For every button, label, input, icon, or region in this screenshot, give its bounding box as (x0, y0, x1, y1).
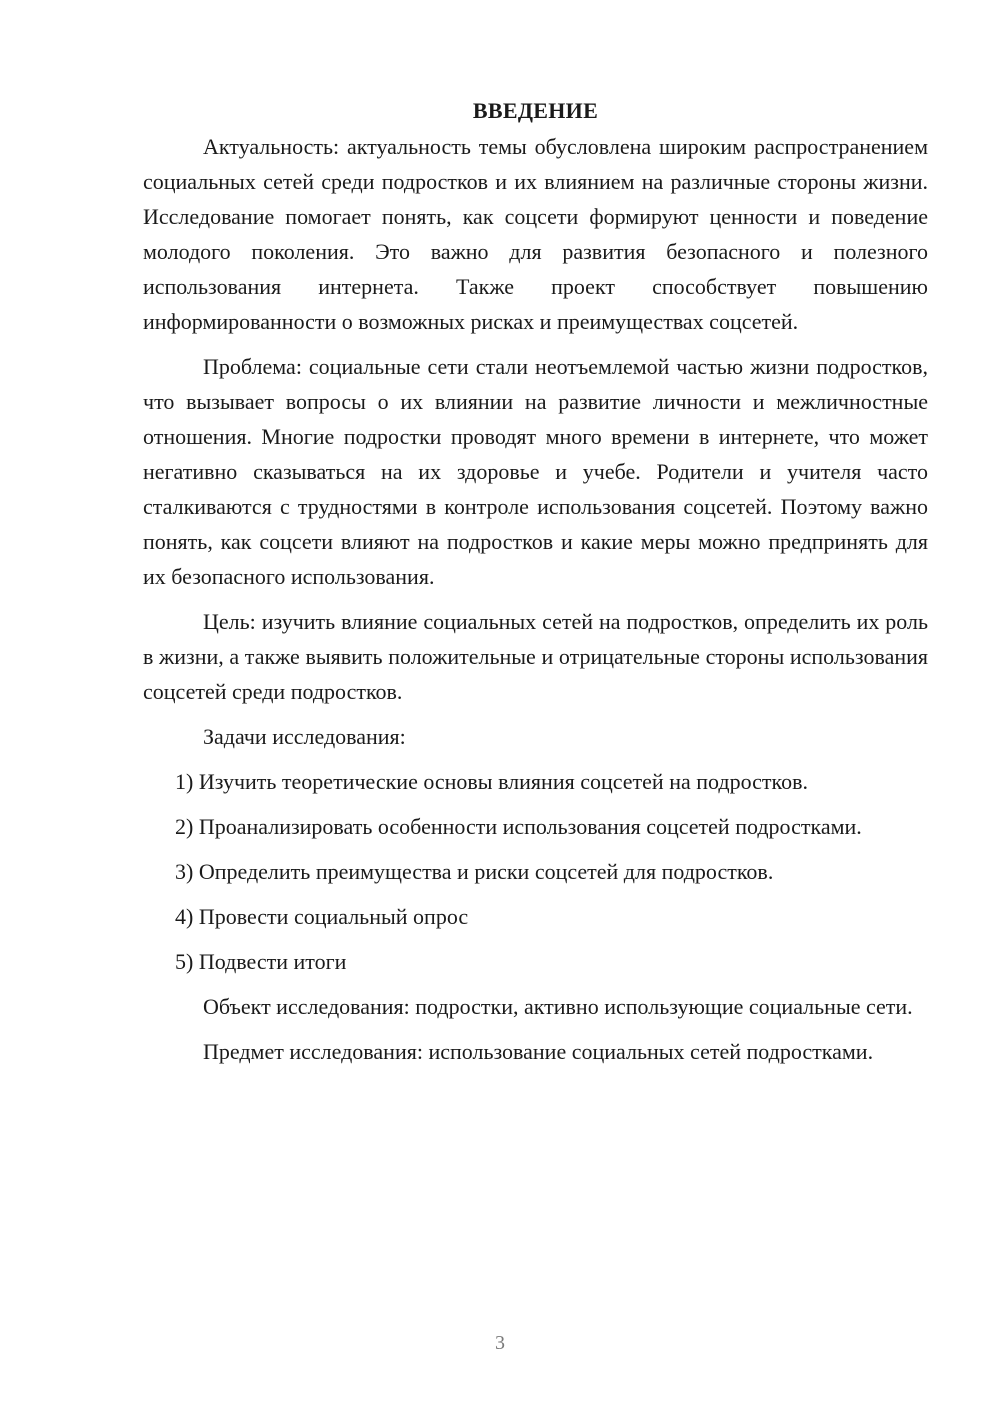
task-item-1: 1) Изучить теоретические основы влияния соцсетей на подростков. (175, 769, 808, 794)
paragraph-relevance: Актуальность: актуальность темы обусловлена широким распространением социальных сетей среди подростков и их влиянием на различные стороны жизни. Исследование помогает понять, как соцсети формируют ценности и поведение молодого поколения. Это важно для развития безопасного и полезного использования интернета. Также проект способствует повышению информированности о возможных рисках и преимуществах соцсетей. (143, 134, 928, 334)
paragraph-problem: Проблема: социальные сети стали неотъемлемой частью жизни подростков, что вызывает вопросы о их влиянии на развитие личности и межличностные отношения. Многие подростки проводят много времени в интернете, что может негативно сказываться на их здоровье и учебе. Родители и учителя часто сталкиваются с трудностями в контроле использования соцсетей. Поэтому важно понять, как соцсети влияют на подростков и какие меры можно предпринять для их безопасного использования. (143, 354, 928, 589)
section-title: ВВЕДЕНИЕ (472, 98, 599, 123)
page-number: 3 (495, 1332, 505, 1354)
task-item-4: 4) Провести социальный опрос (175, 904, 469, 929)
task-item-3: 3) Определить преимущества и риски соцсетей для подростков. (175, 859, 774, 884)
paragraph-object: Объект исследования: подростки, активно использующие социальные сети. (203, 994, 913, 1019)
paragraph-tasks-heading: Задачи исследования: (203, 724, 406, 749)
task-item-2: 2) Проанализировать особенности использования соцсетей подростками. (175, 814, 862, 839)
paragraph-subject: Предмет исследования: использование социальных сетей подростками. (203, 1039, 874, 1064)
paragraph-goal: Цель: изучить влияние социальных сетей на подростков, определить их роль в жизни, а также выявить положительные и отрицательные стороны использования соцсетей среди подростков. (143, 609, 928, 704)
task-item-5: 5) Подвести итоги (175, 949, 347, 974)
page-content (143, 93, 928, 1079)
